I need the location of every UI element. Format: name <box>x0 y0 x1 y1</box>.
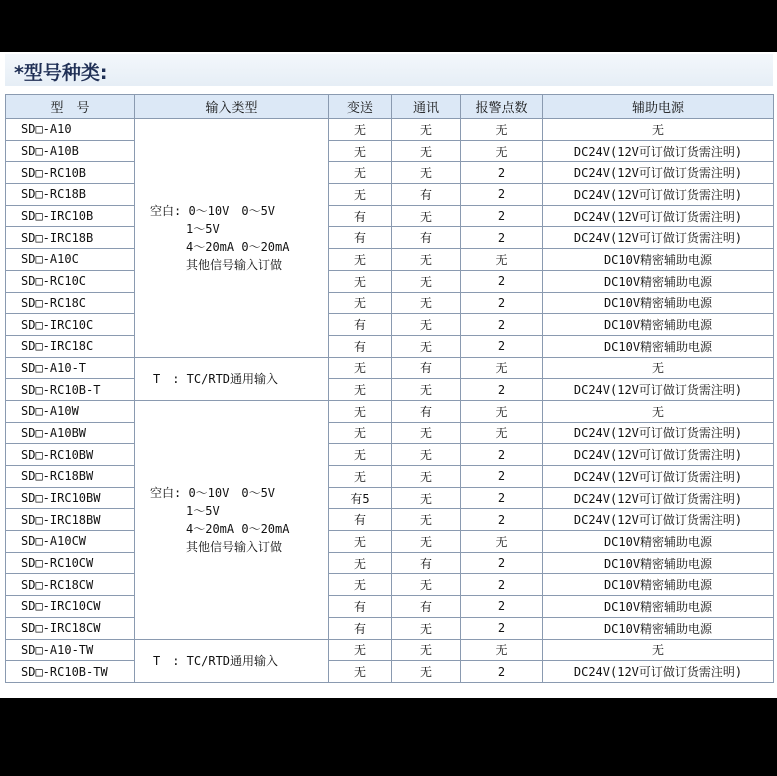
cell-alarm: 无 <box>461 119 543 141</box>
cell-alarm: 2 <box>461 487 543 509</box>
cell-power: DC10V精密辅助电源 <box>543 249 774 271</box>
cell-power: DC24V(12V可订做订货需注明) <box>543 661 774 683</box>
cell-comm: 无 <box>392 270 461 292</box>
cell-alarm: 无 <box>461 140 543 162</box>
cell-comm: 无 <box>392 444 461 466</box>
cell-comm: 无 <box>392 509 461 531</box>
cell-transmit: 有 <box>329 596 392 618</box>
table-row <box>6 639 774 661</box>
cell-comm: 有 <box>392 400 461 422</box>
input-type-line: 空白: 0～10V 0～5V <box>150 485 276 500</box>
cell-power: 无 <box>543 639 774 661</box>
cell-model: SD□-A10B <box>6 140 135 162</box>
table-row <box>6 617 774 639</box>
input-type-tc-block <box>135 357 329 400</box>
cell-transmit: 无 <box>329 574 392 596</box>
cell-alarm: 2 <box>461 552 543 574</box>
cell-model: SD□-IRC10CW <box>6 596 135 618</box>
cell-power: DC24V(12V可订做订货需注明) <box>543 205 774 227</box>
table-row <box>6 552 774 574</box>
cell-transmit: 有 <box>329 509 392 531</box>
cell-model: SD□-RC10B-TW <box>6 661 135 683</box>
cell-model: SD□-A10-T <box>6 357 135 379</box>
cell-model: SD□-A10 <box>6 119 135 141</box>
cell-comm: 无 <box>392 422 461 444</box>
input-type-tc-label: T : TC/RTD通用输入 <box>153 654 279 669</box>
cell-model: SD□-RC10BW <box>6 444 135 466</box>
table-row <box>6 292 774 314</box>
input-type-line: 1～5V <box>150 221 220 236</box>
cell-comm: 无 <box>392 335 461 357</box>
cell-comm: 无 <box>392 617 461 639</box>
header-input-type: 输入类型 <box>135 95 329 119</box>
cell-power: 无 <box>543 119 774 141</box>
cell-alarm: 2 <box>461 205 543 227</box>
cell-model: SD□-RC10CW <box>6 552 135 574</box>
cell-model: SD□-RC18B <box>6 184 135 206</box>
input-type-range-block <box>135 119 329 358</box>
table-row <box>6 270 774 292</box>
cell-alarm: 无 <box>461 531 543 553</box>
cell-comm: 无 <box>392 574 461 596</box>
cell-alarm: 2 <box>461 227 543 249</box>
cell-comm: 无 <box>392 249 461 271</box>
cell-model: SD□-IRC18C <box>6 335 135 357</box>
cell-alarm: 无 <box>461 400 543 422</box>
title-band <box>5 54 773 86</box>
cell-model: SD□-IRC10C <box>6 314 135 336</box>
cell-comm: 无 <box>392 314 461 336</box>
cell-model: SD□-RC18CW <box>6 574 135 596</box>
cell-transmit: 无 <box>329 184 392 206</box>
cell-model: SD□-IRC10BW <box>6 487 135 509</box>
cell-transmit: 无 <box>329 552 392 574</box>
cell-comm: 无 <box>392 487 461 509</box>
cell-model: SD□-IRC10B <box>6 205 135 227</box>
cell-comm: 无 <box>392 661 461 683</box>
input-type-tc-block <box>135 639 329 682</box>
cell-model: SD□-IRC18CW <box>6 617 135 639</box>
cell-transmit: 无 <box>329 270 392 292</box>
table-row <box>6 487 774 509</box>
cell-transmit: 无 <box>329 400 392 422</box>
table-row <box>6 205 774 227</box>
cell-transmit: 无 <box>329 119 392 141</box>
cell-power: DC24V(12V可订做订货需注明) <box>543 162 774 184</box>
header-transmit: 变送 <box>329 95 392 119</box>
cell-transmit: 无 <box>329 292 392 314</box>
cell-transmit: 无 <box>329 466 392 488</box>
cell-power: DC10V精密辅助电源 <box>543 617 774 639</box>
cell-alarm: 2 <box>461 617 543 639</box>
table-row <box>6 596 774 618</box>
cell-power: DC10V精密辅助电源 <box>543 574 774 596</box>
cell-alarm: 无 <box>461 639 543 661</box>
table-header-row <box>6 95 774 119</box>
table-row <box>6 379 774 401</box>
cell-comm: 无 <box>392 292 461 314</box>
cell-alarm: 2 <box>461 314 543 336</box>
cell-comm: 无 <box>392 119 461 141</box>
cell-alarm: 2 <box>461 270 543 292</box>
cell-transmit: 有 <box>329 227 392 249</box>
cell-comm: 有 <box>392 227 461 249</box>
cell-power: DC24V(12V可订做订货需注明) <box>543 466 774 488</box>
cell-power: 无 <box>543 400 774 422</box>
cell-alarm: 2 <box>461 335 543 357</box>
input-type-line: 其他信号输入订做 <box>150 539 283 554</box>
cell-power: DC24V(12V可订做订货需注明) <box>543 422 774 444</box>
cell-comm: 无 <box>392 205 461 227</box>
cell-power: DC24V(12V可订做订货需注明) <box>543 140 774 162</box>
cell-alarm: 2 <box>461 444 543 466</box>
cell-alarm: 2 <box>461 292 543 314</box>
cell-model: SD□-RC10C <box>6 270 135 292</box>
section-title: *型号种类: <box>14 62 108 84</box>
cell-comm: 有 <box>392 184 461 206</box>
table-row <box>6 444 774 466</box>
cell-model: SD□-RC10B <box>6 162 135 184</box>
cell-alarm: 2 <box>461 184 543 206</box>
cell-power: DC10V精密辅助电源 <box>543 531 774 553</box>
cell-transmit: 无 <box>329 357 392 379</box>
cell-transmit: 无 <box>329 639 392 661</box>
cell-transmit: 无 <box>329 422 392 444</box>
cell-alarm: 2 <box>461 509 543 531</box>
table-row <box>6 140 774 162</box>
cell-comm: 无 <box>392 531 461 553</box>
input-type-line: 其他信号输入订做 <box>150 257 283 272</box>
cell-model: SD□-IRC18BW <box>6 509 135 531</box>
table-body <box>6 119 774 683</box>
cell-alarm: 2 <box>461 596 543 618</box>
cell-transmit: 无 <box>329 444 392 466</box>
cell-comm: 无 <box>392 639 461 661</box>
table-row <box>6 661 774 683</box>
cell-power: DC10V精密辅助电源 <box>543 314 774 336</box>
cell-power: DC24V(12V可订做订货需注明) <box>543 379 774 401</box>
table-row <box>6 162 774 184</box>
table-row <box>6 422 774 444</box>
cell-alarm: 2 <box>461 574 543 596</box>
table-row <box>6 227 774 249</box>
cell-alarm: 无 <box>461 357 543 379</box>
cell-model: SD□-IRC18B <box>6 227 135 249</box>
input-type-lines <box>135 484 328 556</box>
table-row <box>6 314 774 336</box>
cell-alarm: 无 <box>461 422 543 444</box>
cell-power: DC24V(12V可订做订货需注明) <box>543 227 774 249</box>
header-alarm-points: 报警点数 <box>461 95 543 119</box>
cell-model: SD□-A10C <box>6 249 135 271</box>
cell-alarm: 2 <box>461 162 543 184</box>
table-row <box>6 466 774 488</box>
cell-alarm: 无 <box>461 249 543 271</box>
table-row <box>6 335 774 357</box>
cell-power: DC10V精密辅助电源 <box>543 270 774 292</box>
cell-alarm: 2 <box>461 379 543 401</box>
cell-comm: 无 <box>392 466 461 488</box>
cell-power: DC24V(12V可订做订货需注明) <box>543 487 774 509</box>
table-row <box>6 574 774 596</box>
cell-transmit: 无 <box>329 531 392 553</box>
cell-power: 无 <box>543 357 774 379</box>
cell-model: SD□-RC18C <box>6 292 135 314</box>
table-row <box>6 184 774 206</box>
cell-model: SD□-A10CW <box>6 531 135 553</box>
cell-alarm: 2 <box>461 661 543 683</box>
bottom-band <box>0 698 777 776</box>
cell-transmit: 无 <box>329 661 392 683</box>
table-row <box>6 531 774 553</box>
cell-transmit: 有 <box>329 617 392 639</box>
cell-model: SD□-RC10B-T <box>6 379 135 401</box>
cell-comm: 无 <box>392 379 461 401</box>
cell-power: DC10V精密辅助电源 <box>543 292 774 314</box>
input-type-lines <box>135 202 328 274</box>
cell-model: SD□-A10BW <box>6 422 135 444</box>
input-type-range-block <box>135 400 329 639</box>
cell-comm: 无 <box>392 162 461 184</box>
input-type-tc-label: T : TC/RTD通用输入 <box>153 372 279 387</box>
cell-comm: 无 <box>392 140 461 162</box>
cell-model: SD□-A10-TW <box>6 639 135 661</box>
input-type-line: 4～20mA 0～20mA <box>150 239 290 254</box>
cell-transmit: 无 <box>329 140 392 162</box>
input-type-line: 1～5V <box>150 503 220 518</box>
header-comm: 通讯 <box>392 95 461 119</box>
cell-power: DC10V精密辅助电源 <box>543 552 774 574</box>
cell-comm: 有 <box>392 552 461 574</box>
cell-power: DC24V(12V可订做订货需注明) <box>543 509 774 531</box>
model-table <box>5 94 774 683</box>
table-row <box>6 357 774 379</box>
header-model: 型 号 <box>6 95 135 119</box>
cell-transmit: 无 <box>329 379 392 401</box>
table-row <box>6 249 774 271</box>
cell-comm: 有 <box>392 596 461 618</box>
header-aux-power: 辅助电源 <box>543 95 774 119</box>
cell-power: DC10V精密辅助电源 <box>543 335 774 357</box>
cell-alarm: 2 <box>461 466 543 488</box>
cell-power: DC24V(12V可订做订货需注明) <box>543 444 774 466</box>
table-row <box>6 400 774 422</box>
input-type-line: 空白: 0～10V 0～5V <box>150 203 276 218</box>
table-row <box>6 119 774 141</box>
cell-transmit: 无 <box>329 162 392 184</box>
cell-transmit: 有 <box>329 335 392 357</box>
input-type-line: 4～20mA 0～20mA <box>150 521 290 536</box>
cell-model: SD□-A10W <box>6 400 135 422</box>
cell-transmit: 无 <box>329 249 392 271</box>
cell-power: DC24V(12V可订做订货需注明) <box>543 184 774 206</box>
cell-transmit: 有5 <box>329 487 392 509</box>
cell-comm: 有 <box>392 357 461 379</box>
cell-model: SD□-RC18BW <box>6 466 135 488</box>
table-row <box>6 509 774 531</box>
cell-power: DC10V精密辅助电源 <box>543 596 774 618</box>
cell-transmit: 有 <box>329 314 392 336</box>
cell-transmit: 有 <box>329 205 392 227</box>
